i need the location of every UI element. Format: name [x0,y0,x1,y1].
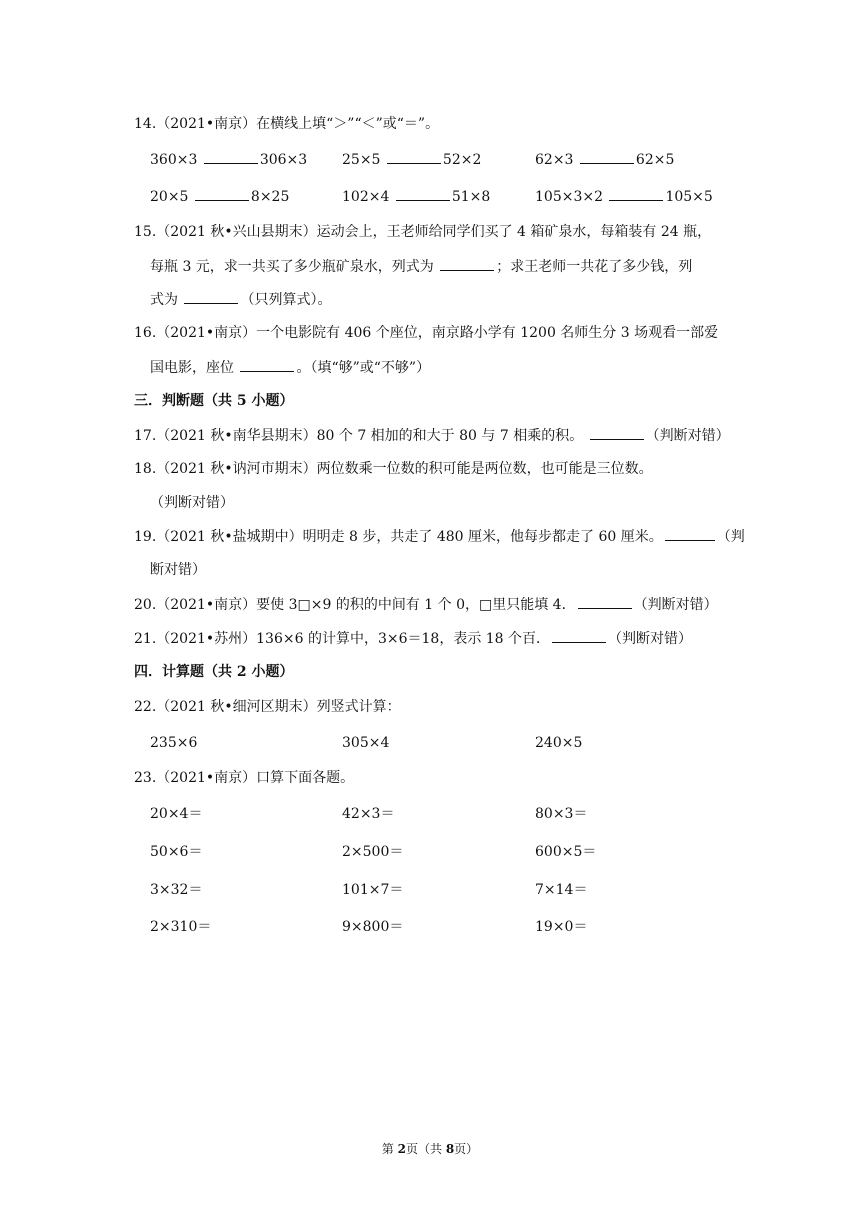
mental-math-item: 50×6＝ [150,844,203,860]
comparison-1: 360×3 306×3 [150,149,307,170]
question-18-line-2: （判断对错） [150,495,234,511]
answer-blank[interactable] [609,186,663,201]
calc-item: 240×5 [535,735,583,751]
question-16-line-1: 16.（2021•南京）一个电影院有 406 个座位，南京路小学有 1200 名师生分 3 场观看一部爱 [134,325,719,341]
mental-math-item: 80×3＝ [535,806,588,822]
comparison-2: 25×5 52×2 [342,149,481,170]
answer-blank[interactable] [396,186,450,201]
answer-blank[interactable] [552,628,606,643]
total-page-count: 8 [445,1142,455,1156]
question-15-line-2: 每瓶 3 元，求一共买了多少瓶矿泉水，列式为 ；求王老师一共花了多少钱，列 [150,256,692,277]
answer-blank[interactable] [204,149,258,164]
answer-blank[interactable] [195,186,249,201]
mental-math-item: 2×310＝ [150,919,212,935]
answer-blank[interactable] [240,357,294,372]
mental-math-item: 101×7＝ [342,882,404,898]
question-16-line-2: 国电影，座位 。（填“够”或“不够”） [150,357,430,378]
question-14-prompt: 14.（2021•南京）在横线上填“＞”“＜”或“＝”。 [134,116,440,132]
calc-item: 305×4 [342,735,390,751]
mental-math-item: 42×3＝ [342,806,395,822]
mental-math-item: 19×0＝ [535,919,588,935]
comparison-3: 62×3 62×5 [535,149,674,170]
question-21: 21.（2021•苏州）136×6 的计算中，3×6＝18，表示 18 个百． （判断对错） [134,628,692,649]
answer-blank[interactable] [578,594,632,609]
question-22-prompt: 22.（2021 秋•细河区期末）列竖式计算： [134,699,401,715]
answer-blank[interactable] [184,289,238,304]
section-3-heading: 三．判断题（共 5 小题） [134,393,294,409]
question-15-line-1: 15.（2021 秋•兴山县期末）运动会上，王老师给同学们买了 4 箱矿泉水，每箱装有 24 瓶， [134,224,712,240]
answer-blank[interactable] [590,425,644,440]
comparison-4: 20×5 8×25 [150,186,289,207]
current-page-number: 2 [397,1142,406,1156]
mental-math-item: 600×5＝ [535,844,597,860]
answer-blank[interactable] [665,526,715,541]
page-footer: 第 2页（共 8页） [381,1142,479,1156]
mental-math-item: 20×4＝ [150,806,203,822]
question-23-prompt: 23.（2021•南京）口算下面各题。 [134,770,355,786]
mental-math-item: 3×32＝ [150,882,203,898]
question-20: 20.（2021•南京）要使 3□×9 的积的中间有 1 个 0，□里只能填 4． （判断对错） [134,594,718,615]
comparison-6: 105×3×2 105×5 [535,186,713,207]
answer-blank[interactable] [580,149,634,164]
question-19-line-2: 断对错） [150,562,206,578]
mental-math-item: 9×800＝ [342,919,404,935]
question-19-line-1: 19.（2021 秋•盐城期中）明明走 8 步，共走了 480 厘米，他每步都走了 60 厘米。 （判 [134,526,745,547]
answer-blank[interactable] [440,256,494,271]
question-15-line-3: 式为 （只列算式）。 [150,289,331,310]
calc-item: 235×6 [150,735,198,751]
question-17: 17.（2021 秋•南华县期末）80 个 7 相加的和大于 80 与 7 相乘的积。 （判断对错） [134,425,730,446]
answer-blank[interactable] [387,149,441,164]
comparison-5: 102×4 51×8 [342,186,490,207]
question-18-line-1: 18.（2021 秋•讷河市期末）两位数乘一位数的积可能是两位数，也可能是三位数。 [134,461,653,477]
mental-math-item: 2×500＝ [342,844,404,860]
mental-math-item: 7×14＝ [535,882,588,898]
section-4-heading: 四．计算题（共 2 小题） [134,664,294,680]
